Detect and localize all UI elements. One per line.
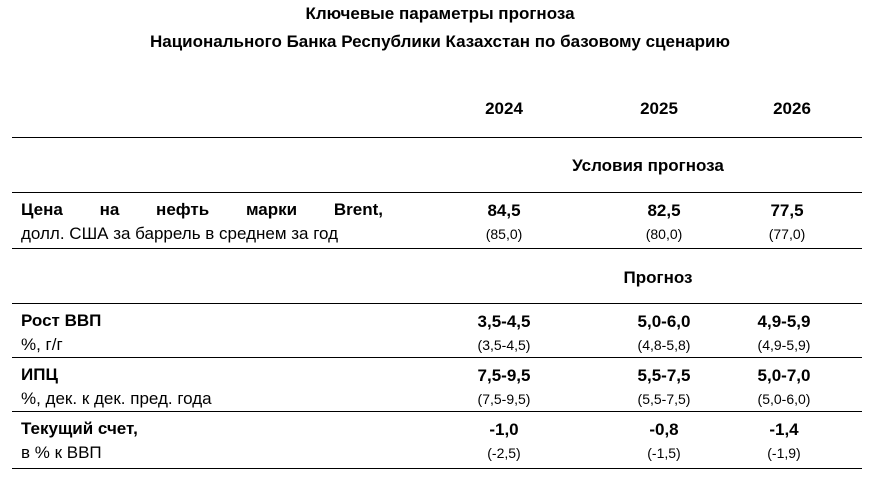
year-header-2024: 2024: [485, 99, 523, 118]
current-account-2025: [609, 418, 719, 464]
brent-label-word-1: Цена: [21, 200, 63, 219]
cpi-2024: [449, 364, 559, 410]
gdp-2024: [449, 310, 559, 356]
divider-header: [12, 137, 862, 138]
gdp-2025-previous: (4,8-5,8): [637, 337, 691, 353]
gdp-2024-previous: (3,5-4,5): [477, 337, 531, 353]
divider-brent: [12, 248, 862, 249]
table-title-line-1: Ключевые параметры прогноза: [305, 4, 575, 23]
divider-cpi: [12, 411, 862, 412]
year-header-2026: 2026: [773, 99, 811, 118]
divider-forecast: [12, 303, 862, 304]
brent-2024-previous: (85,0): [485, 226, 523, 242]
current-account-2024-previous: (-2,5): [487, 445, 521, 461]
gdp-unit: %, г/г: [21, 335, 63, 354]
row-label-current-account: [21, 417, 138, 465]
divider-gdp: [12, 357, 862, 358]
gdp-label: Рост ВВП: [21, 311, 102, 330]
divider-bottom: [12, 468, 862, 469]
gdp-2026-previous: (4,9-5,9): [757, 337, 811, 353]
gdp-2025: [609, 310, 719, 356]
current-account-2024-value: -1,0: [489, 420, 519, 439]
cpi-label: ИПЦ: [21, 365, 58, 384]
brent-2025: [609, 199, 719, 245]
cpi-2026-previous: (5,0-6,0): [757, 391, 811, 407]
brent-2025-value: 82,5: [647, 201, 681, 220]
row-label-brent: [21, 198, 383, 246]
brent-label-word-5: Brent,: [333, 200, 383, 219]
brent-2026: [732, 199, 842, 245]
cpi-2025-value: 5,5-7,5: [637, 366, 691, 385]
section-conditions: Условия прогноза: [572, 156, 724, 175]
brent-2024: [449, 199, 559, 245]
cpi-2026: [729, 364, 839, 410]
brent-label-word-2: на: [99, 200, 120, 219]
cpi-unit: %, дек. к дек. пред. года: [21, 389, 212, 408]
brent-2025-previous: (80,0): [645, 226, 683, 242]
cpi-2024-previous: (7,5-9,5): [477, 391, 531, 407]
current-account-2026-previous: (-1,9): [767, 445, 801, 461]
brent-2026-value: 77,5: [770, 201, 804, 220]
table-title-line-2: Национального Банка Республики Казахстан по базовому сценарию: [149, 32, 731, 51]
brent-2024-value: 84,5: [487, 201, 521, 220]
row-label-gdp: [21, 309, 101, 357]
brent-label-title: [21, 198, 383, 222]
cpi-2024-value: 7,5-9,5: [477, 366, 531, 385]
cpi-2026-value: 5,0-7,0: [757, 366, 811, 385]
current-account-unit: в % к ВВП: [21, 443, 102, 462]
current-account-2024: [449, 418, 559, 464]
current-account-2025-previous: (-1,5): [647, 445, 681, 461]
current-account-2026: [729, 418, 839, 464]
gdp-2024-value: 3,5-4,5: [477, 312, 531, 331]
cpi-2025: [609, 364, 719, 410]
cpi-2025-previous: (5,5-7,5): [637, 391, 691, 407]
current-account-2025-value: -0,8: [649, 420, 679, 439]
section-forecast: Прогноз: [623, 268, 693, 287]
current-account-label: Текущий счет,: [21, 419, 138, 438]
current-account-2026-value: -1,4: [769, 420, 799, 439]
gdp-2026-value: 4,9-5,9: [757, 312, 811, 331]
brent-unit: долл. США за баррель в среднем за год: [21, 224, 339, 243]
year-header-2025: 2025: [640, 99, 678, 118]
brent-label-word-3: нефть: [156, 200, 210, 219]
gdp-2026: [729, 310, 839, 356]
brent-2026-previous: (77,0): [768, 226, 806, 242]
divider-conditions: [12, 192, 862, 193]
brent-label-word-4: марки: [245, 200, 298, 219]
row-label-cpi: [21, 363, 212, 411]
gdp-2025-value: 5,0-6,0: [637, 312, 691, 331]
